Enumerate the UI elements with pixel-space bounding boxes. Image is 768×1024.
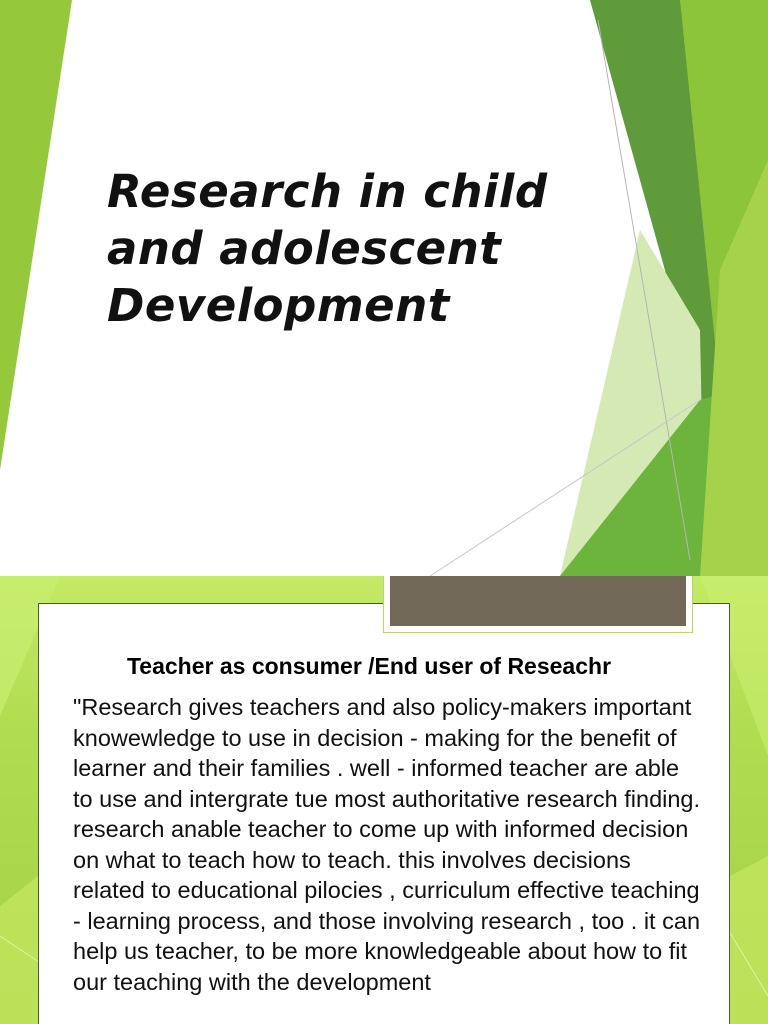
- content-heading: Teacher as consumer /End user of Reseachr: [126, 653, 612, 679]
- slide-title: Research in child and adolescent Development: [107, 165, 548, 332]
- content-slide: [0, 576, 768, 1024]
- header-tab: [390, 576, 686, 626]
- left-green-wedge: [0, 0, 72, 470]
- content-body: "Research gives teachers and also policy-makers important knowewledge to use in decision - making for the benefit of learner and their families . well - informed teacher are able to use and intergrate tue most authoritative research finding. research anable teacher to come up with informed decision on what to teach how to teach. this involves decisions related to educational pilocies , curriculum effective teaching - learning process, and those involving research , too . it can help us teacher, to be more knowledgeable about how to fit our teaching with the development: [73, 694, 701, 995]
